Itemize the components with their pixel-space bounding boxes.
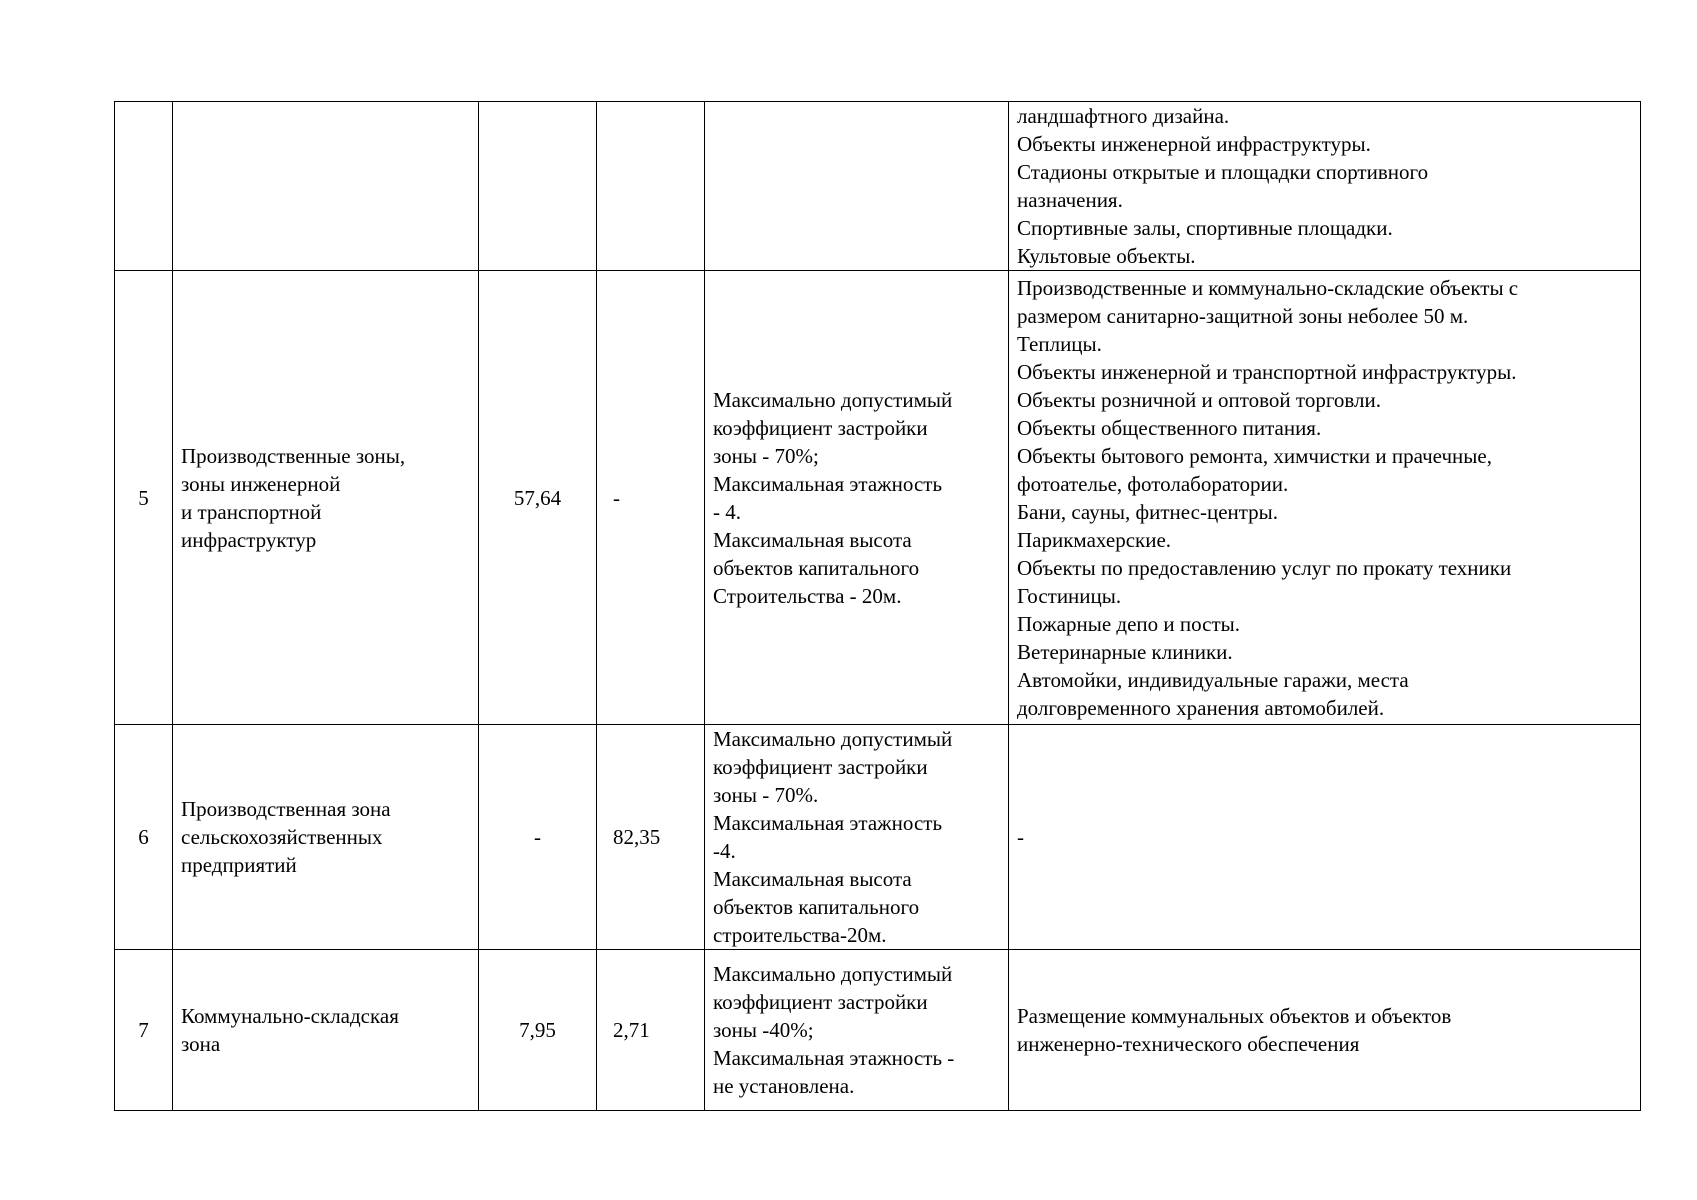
- table-row: [115, 725, 1641, 950]
- zone-parameters-line: Максимально допустимый: [713, 727, 953, 751]
- zone-parameters-line: Максимальная высота: [713, 867, 912, 891]
- table-body: [115, 102, 1641, 1111]
- permitted-uses-line: Культовые объекты.: [1017, 244, 1196, 268]
- zone-parameters-line: объектов капитального: [713, 555, 920, 580]
- permitted-uses-line: Объекты бытового ремонта, химчистки и прачечные,: [1017, 443, 1492, 468]
- row-number: 7: [115, 950, 173, 1111]
- permitted-uses-line: Автомойки, индивидуальные гаражи, места: [1017, 667, 1409, 692]
- zone-parameters-line: Максимальная этажность -: [713, 1046, 955, 1070]
- permitted-uses-line: Пожарные депо и посты.: [1017, 611, 1240, 636]
- area-planned: 82,35: [597, 725, 705, 950]
- permitted-uses-line: Объекты по предоставлению услуг по прокату техники: [1017, 555, 1512, 580]
- permitted-uses-line: Теплицы.: [1017, 331, 1102, 356]
- zone-parameters-line: коэффициент застройки: [713, 755, 928, 779]
- row-number: [115, 102, 173, 271]
- zone-parameters-line: Максимально допустимый: [713, 962, 953, 986]
- zone-name: [173, 725, 479, 950]
- permitted-uses-line: долговременного хранения автомобилей.: [1017, 695, 1385, 720]
- permitted-uses: [1009, 950, 1641, 1111]
- permitted-uses-line: размером санитарно-защитной зоны неболее 50 м.: [1017, 303, 1469, 328]
- permitted-uses: [1009, 725, 1641, 950]
- zones-table: [114, 101, 1641, 1111]
- zone-name-line: Коммунально-складская: [181, 1004, 399, 1028]
- area-existing: 7,95: [479, 950, 597, 1111]
- zone-parameters-line: зоны - 70%;: [713, 443, 819, 468]
- table-row: [115, 271, 1641, 725]
- zone-name-line: Производственная зона: [181, 797, 391, 821]
- zone-parameters-line: -4.: [713, 839, 736, 863]
- zone-name-line: и транспортной: [181, 499, 322, 524]
- area-existing: [479, 102, 597, 271]
- permitted-uses-line: Гостиницы.: [1017, 583, 1122, 608]
- zone-name-line: сельскохозяйственных: [181, 825, 383, 849]
- zone-name: [173, 950, 479, 1111]
- zone-name-line: зона: [181, 1032, 221, 1056]
- permitted-uses-line: Стадионы открытые и площадки спортивного: [1017, 160, 1429, 184]
- permitted-uses-line: Размещение коммунальных объектов и объектов: [1017, 1004, 1452, 1028]
- permitted-uses-line: Объекты общественного питания.: [1017, 415, 1322, 440]
- permitted-uses-line: Объекты инженерной и транспортной инфраструктуры.: [1017, 359, 1517, 384]
- permitted-uses-line: Бани, сауны, фитнес-центры.: [1017, 499, 1279, 524]
- zone-parameters: [705, 271, 1009, 725]
- permitted-uses-line: фотоателье, фотолаборатории.: [1017, 471, 1289, 496]
- zone-parameters-line: - 4.: [713, 499, 741, 524]
- permitted-uses: [1009, 271, 1641, 725]
- zone-parameters: [705, 950, 1009, 1111]
- zone-parameters-line: Максимально допустимый: [713, 387, 953, 412]
- table-row: [115, 950, 1641, 1111]
- permitted-uses: [1009, 102, 1641, 271]
- zone-parameters-line: зоны -40%;: [713, 1018, 814, 1042]
- zone-name: [173, 102, 479, 271]
- area-existing: -: [479, 725, 597, 950]
- permitted-uses-line: инженерно-технического обеспечения: [1017, 1032, 1360, 1056]
- zone-parameters-line: не установлена.: [713, 1074, 855, 1098]
- zone-name-line: зоны инженерной: [181, 471, 341, 496]
- zone-parameters-line: строительства-20м.: [713, 923, 887, 947]
- permitted-uses-line: ландшафтного дизайна.: [1017, 104, 1230, 128]
- area-existing: 57,64: [479, 271, 597, 725]
- area-planned: 2,71: [597, 950, 705, 1111]
- zone-parameters-line: объектов капитального: [713, 895, 920, 919]
- zone-parameters-line: Максимальная этажность: [713, 471, 943, 496]
- zone-parameters-line: Максимальная этажность: [713, 811, 943, 835]
- zone-name: [173, 271, 479, 725]
- zone-parameters-line: Максимальная высота: [713, 527, 912, 552]
- zone-parameters: [705, 102, 1009, 271]
- row-number: 6: [115, 725, 173, 950]
- permitted-uses-line: Объекты розничной и оптовой торговли.: [1017, 387, 1382, 412]
- permitted-uses-line: -: [1017, 825, 1024, 849]
- zone-parameters-line: Строительства - 20м.: [713, 583, 902, 608]
- zone-name-line: инфраструктур: [181, 527, 317, 552]
- permitted-uses-line: Спортивные залы, спортивные площадки.: [1017, 216, 1393, 240]
- permitted-uses-line: Объекты инженерной инфраструктуры.: [1017, 132, 1371, 156]
- zone-parameters: [705, 725, 1009, 950]
- zone-parameters-line: зоны - 70%.: [713, 783, 819, 807]
- table-row: [115, 102, 1641, 271]
- zone-parameters-line: коэффициент застройки: [713, 990, 928, 1014]
- permitted-uses-line: Парикмахерские.: [1017, 527, 1172, 552]
- zone-parameters-line: коэффициент застройки: [713, 415, 928, 440]
- permitted-uses-line: Ветеринарные клиники.: [1017, 639, 1233, 664]
- area-planned: -: [597, 271, 705, 725]
- row-number: 5: [115, 271, 173, 725]
- zone-name-line: предприятий: [181, 853, 297, 877]
- permitted-uses-line: назначения.: [1017, 188, 1123, 212]
- area-planned: [597, 102, 705, 271]
- zone-name-line: Производственные зоны,: [181, 443, 406, 468]
- permitted-uses-line: Производственные и коммунально-складские объекты с: [1017, 275, 1519, 300]
